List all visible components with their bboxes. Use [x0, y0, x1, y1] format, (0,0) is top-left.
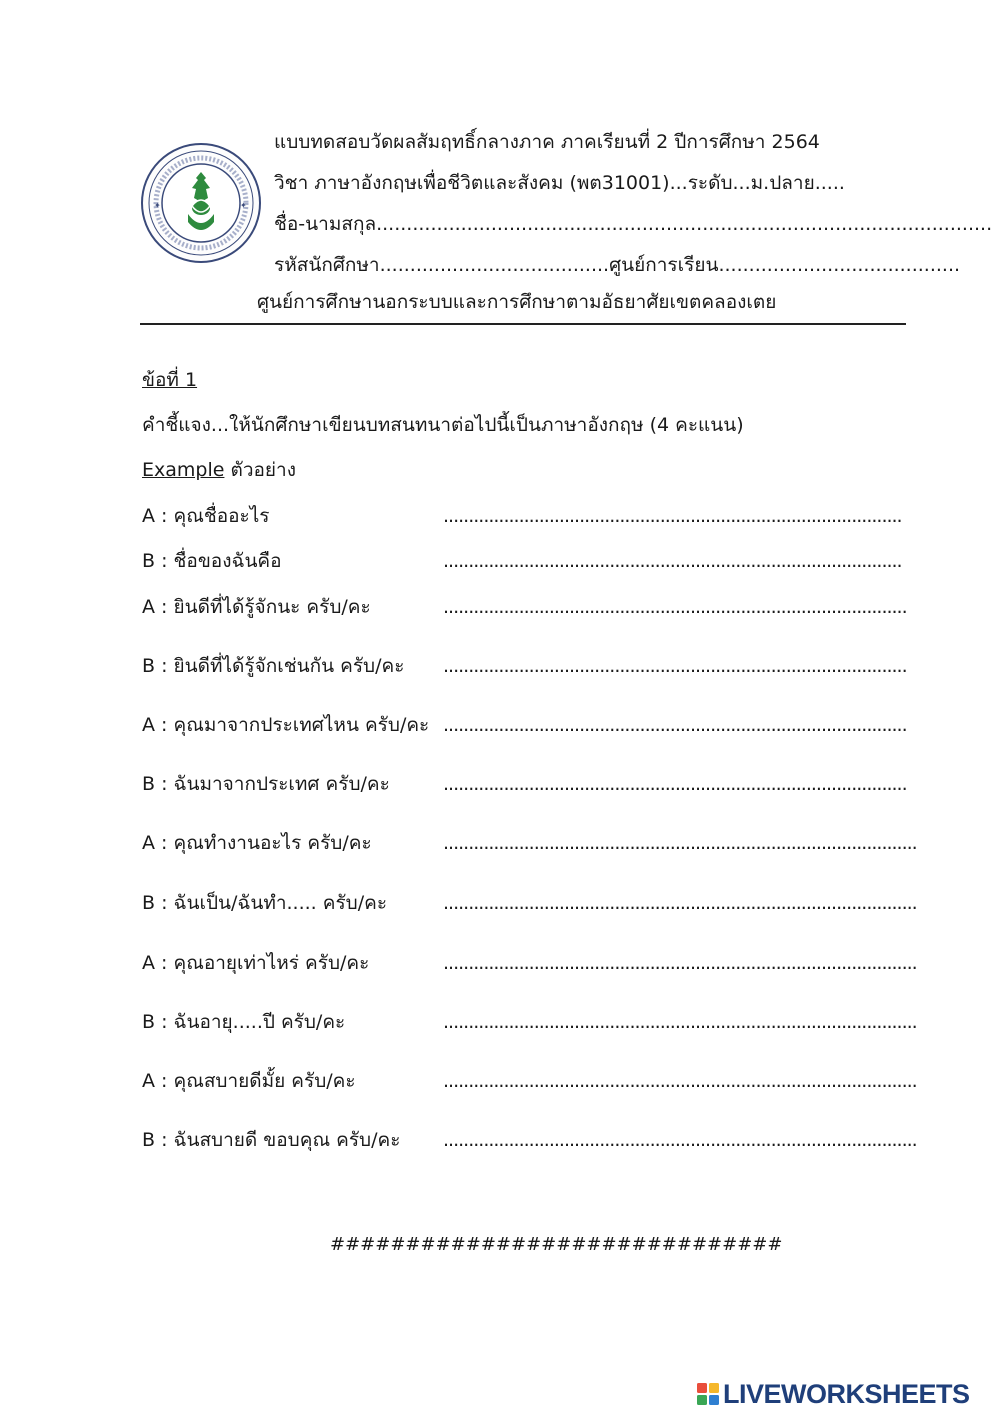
exam-title: แบบทดสอบวัดผลสัมฤทธิ์กลางภาค ภาคเรียนที่ 2 ปีการศึกษา 2564 [274, 131, 820, 153]
dialogue-label: A : คุณอายุเท่าไหร่ ครับ/คะ [142, 952, 370, 974]
answer-blank[interactable]: .............................................................................................. [443, 832, 917, 854]
answer-blank[interactable]: .............................................................................................. [443, 892, 917, 914]
answer-blank[interactable]: ............................................................................................ [443, 655, 907, 677]
name-field[interactable]: ชื่อ-นามสกุล...................................................................................................... [274, 213, 993, 235]
answer-blank[interactable]: .............................................................................................. [443, 1011, 917, 1033]
liveworksheets-brand[interactable] [697, 1378, 970, 1410]
answer-blank[interactable]: .............................................................................................. [443, 1129, 917, 1151]
example-heading [142, 458, 296, 482]
answer-blank[interactable]: ........................................................................................... [443, 550, 902, 572]
answer-blank[interactable]: ............................................................................................ [443, 714, 907, 736]
svg-text:✦: ✦ [154, 201, 161, 210]
dialogue-label: B : ฉันมาจากประเทศ ครับ/คะ [142, 773, 390, 795]
question-number: ข้อที่ 1 [142, 369, 198, 391]
subject-line: วิชา ภาษาอังกฤษเพื่อชีวิตและสังคม (พต31001)...ระดับ...ม.ปลาย..... [274, 172, 845, 194]
dialogue-label: A : คุณทำงานอะไร ครับ/คะ [142, 832, 372, 854]
dialogue-label: B : ฉันอายุ.....ปี ครับ/คะ [142, 1011, 346, 1033]
dialogue-label: B : ฉันสบายดี ขอบคุณ ครับ/คะ [142, 1129, 401, 1151]
liveworksheets-logo [697, 1383, 719, 1405]
dialogue-label: A : คุณสบายดีมั้ย ครับ/คะ [142, 1070, 356, 1092]
dialogue-label: B : ชื่อของฉันคือ [142, 550, 282, 572]
answer-blank[interactable]: ............................................................................................ [443, 773, 907, 795]
example-en: Example [142, 459, 225, 481]
instruction-text: คำชี้แจง...ให้นักศึกษาเขียนบทสนทนาต่อไปนี้เป็นภาษาอังกฤษ (4 คะแนน) [142, 414, 744, 436]
answer-blank[interactable]: ............................................................................................ [443, 596, 907, 618]
answer-blank[interactable]: .............................................................................................. [443, 952, 917, 974]
school-seal-logo [140, 142, 262, 264]
dialogue-label: A : คุณมาจากประเทศไหน ครับ/คะ [142, 714, 430, 736]
brand-name: LIVEWORKSHEETS [723, 1378, 970, 1409]
svg-text:✦: ✦ [240, 201, 247, 210]
example-th: ตัวอย่าง [224, 459, 296, 481]
answer-blank[interactable]: ........................................................................................... [443, 505, 902, 527]
answer-blank[interactable]: .............................................................................................. [443, 1070, 917, 1092]
dialogue-label: A : ยินดีที่ได้รู้จักนะ ครับ/คะ [142, 596, 371, 618]
dialogue-label: B : ฉันเป็น/ฉันทำ..... ครับ/คะ [142, 892, 388, 914]
dialogue-label: A : คุณชื่ออะไร [142, 505, 270, 527]
institution-name: ศูนย์การศึกษานอกระบบและการศึกษาตามอัธยาศัยเขตคลองเตย [257, 291, 777, 313]
student-id-center-field[interactable]: รหัสนักศึกษา......................................ศูนย์การเรียน........................................ [274, 254, 961, 276]
dialogue-label: B : ยินดีที่ได้รู้จักเช่นกัน ครับ/คะ [142, 655, 405, 677]
header-divider [140, 323, 906, 325]
end-of-section-mark: ############################## [330, 1234, 783, 1255]
